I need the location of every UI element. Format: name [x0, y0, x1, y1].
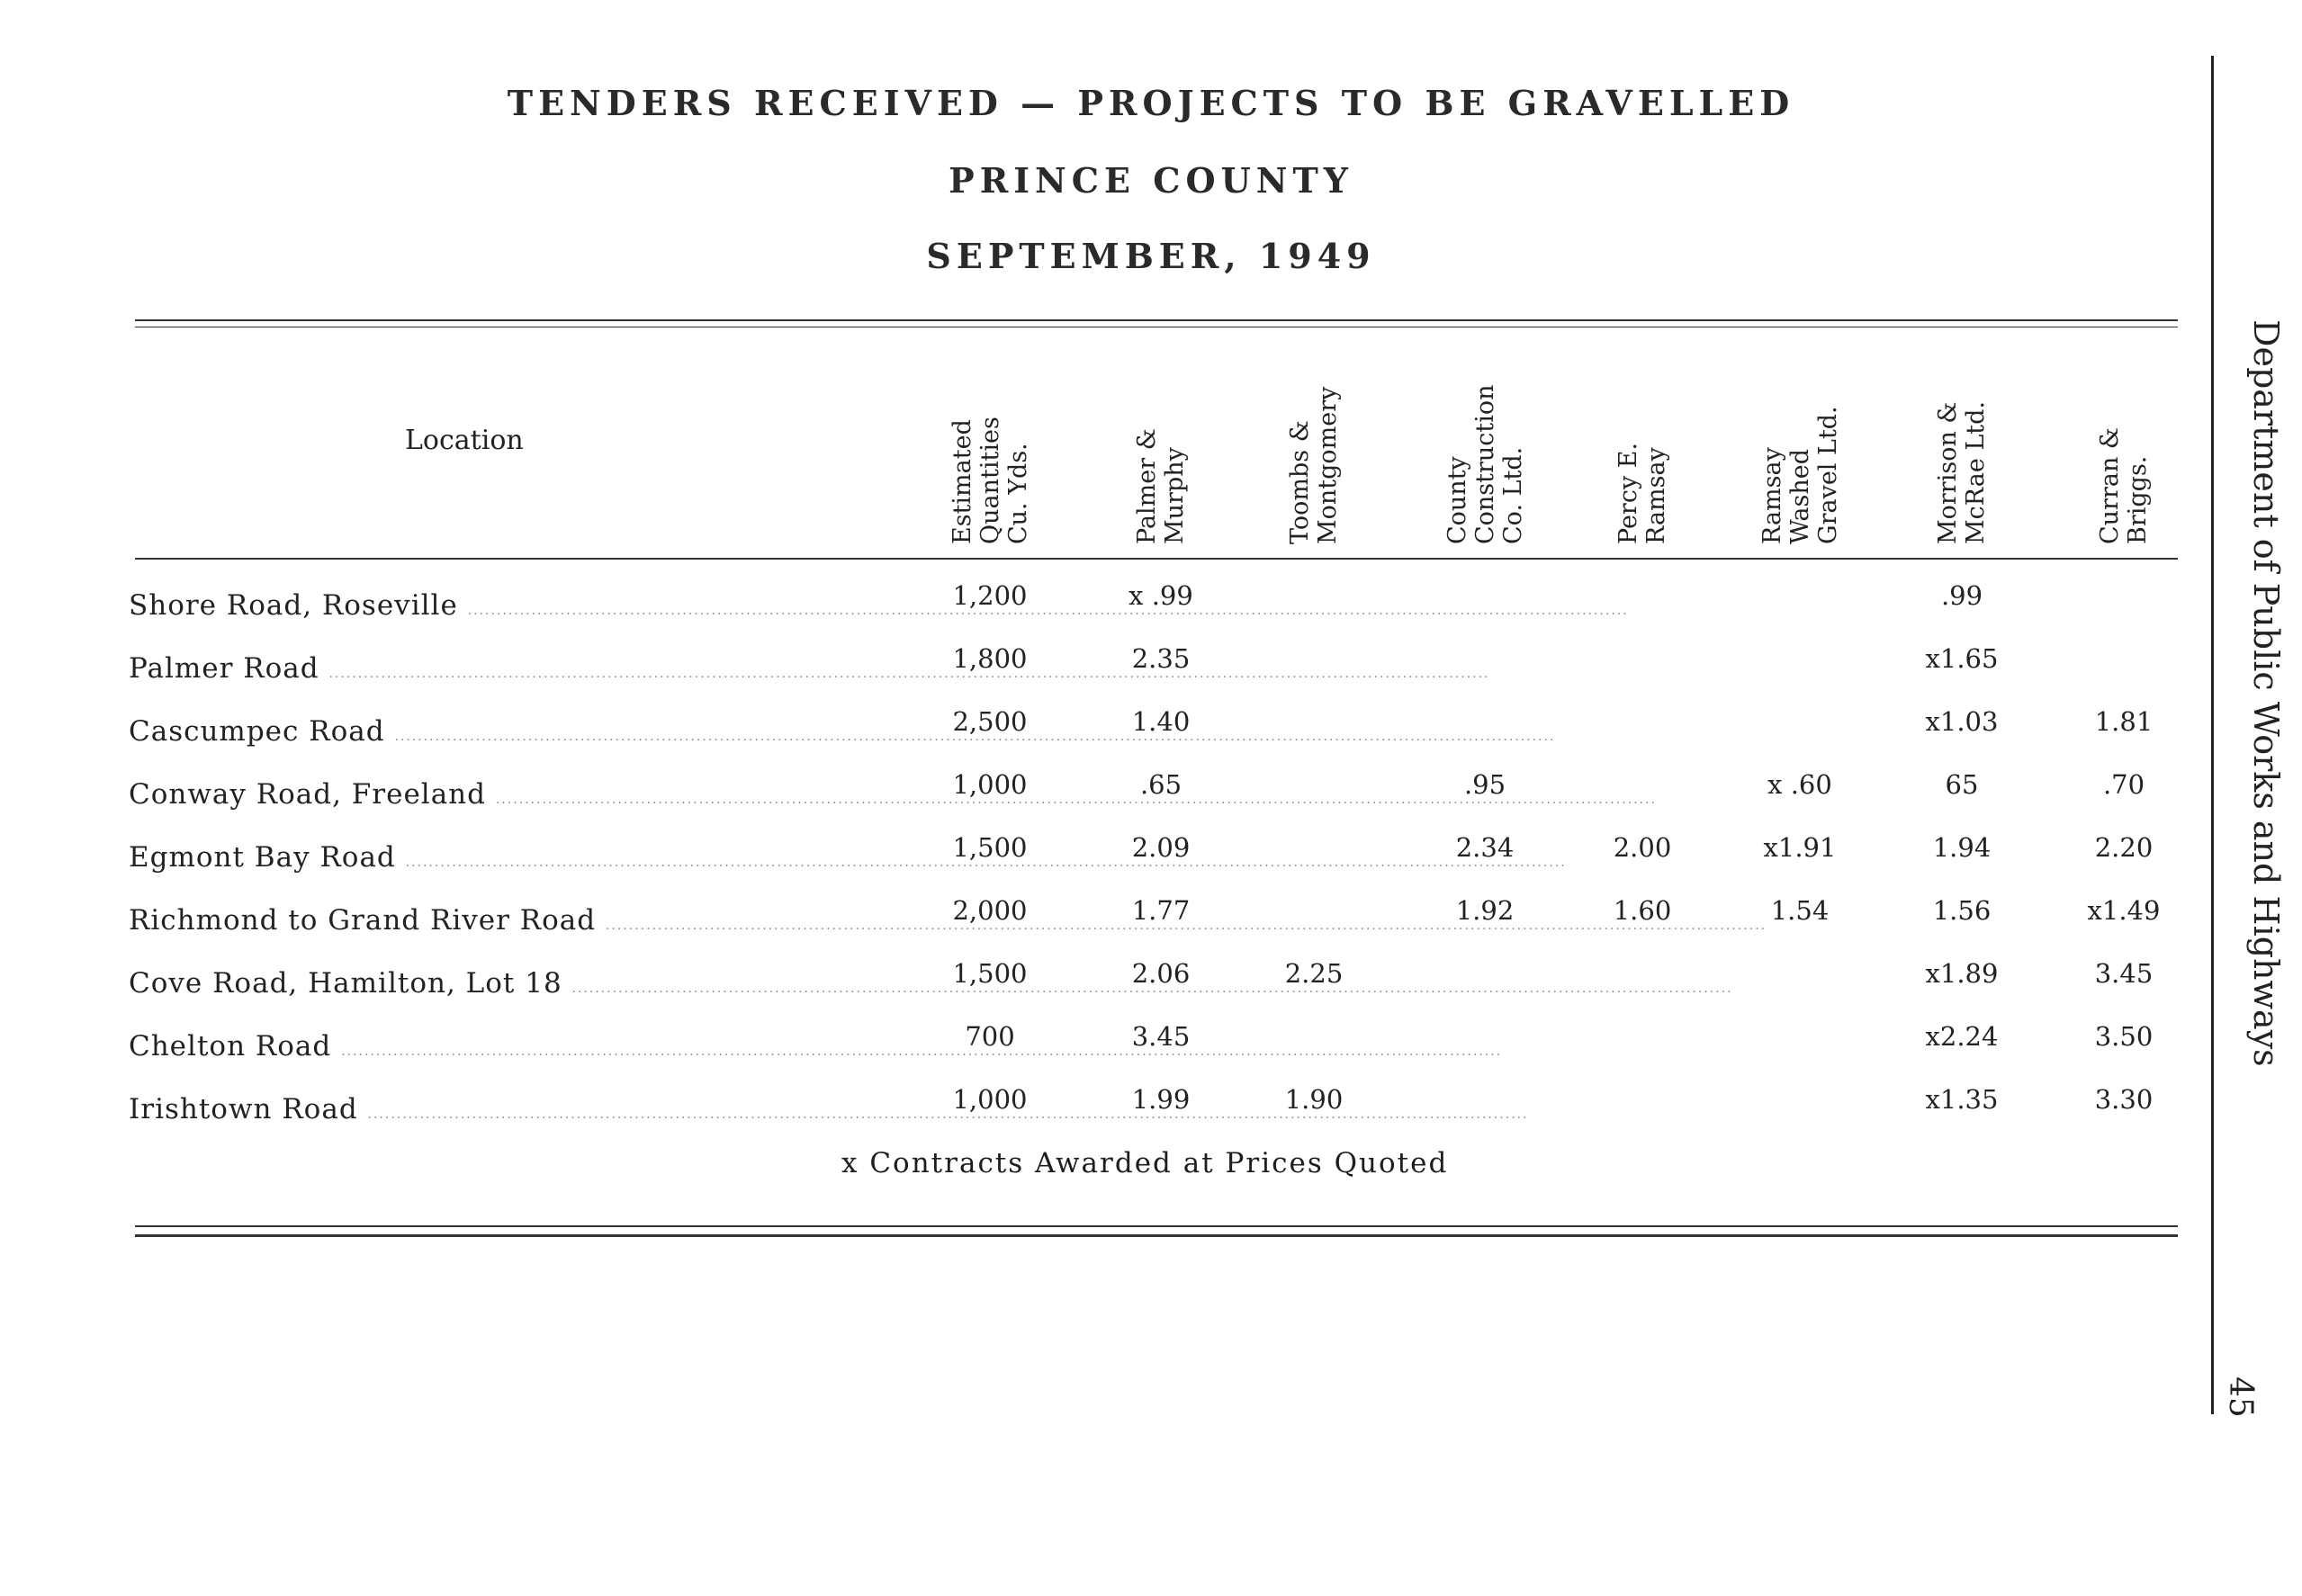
leader-dots: ........................................................................................................................................................................................................ — [328, 667, 1490, 681]
header-rule — [135, 558, 2178, 560]
value-cell: .99 — [1940, 580, 1983, 611]
value-cell: 2.09 — [1131, 832, 1191, 863]
location-name: Cascumpec Road — [129, 715, 395, 748]
value-cell: 3.45 — [2094, 958, 2154, 989]
side-running-header: Department of Public Works and Highways — [2246, 319, 2286, 1067]
column-header-1: Estimated Quantities Cu. Yds. — [948, 417, 1032, 544]
county-subtitle: PRINCE COUNTY — [949, 160, 1353, 201]
value-cell: 1.54 — [1770, 895, 1830, 926]
location-name: Richmond to Grand River Road — [129, 904, 606, 937]
column-header-4: County Construction Co. Ltd. — [1443, 384, 1527, 544]
value-cell: 1.94 — [1932, 832, 1992, 863]
leader-dots: ........................................................................................................................................................................................................ — [405, 856, 1567, 870]
footnote: x Contracts Awarded at Prices Quoted — [841, 1147, 1449, 1179]
location-name: Cove Road, Hamilton, Lot 18 — [129, 967, 572, 1000]
column-header-6: Ramsay Washed Gravel Ltd. — [1758, 406, 1842, 544]
value-cell: 2.20 — [2094, 832, 2154, 863]
location-name: Palmer Road — [129, 652, 329, 685]
leader-dots: ........................................................................................................................................................................................................ — [571, 982, 1733, 996]
value-cell: 1,500 — [952, 958, 1028, 989]
value-cell: 1.92 — [1455, 895, 1515, 926]
column-header-2: Palmer & Murphy — [1133, 428, 1189, 544]
leader-dots: ........................................................................................................................................................................................................ — [367, 1107, 1529, 1122]
column-header-7: Morrison & McRae Ltd. — [1934, 400, 1990, 544]
leader-dots: ........................................................................................................................................................................................................ — [467, 604, 1629, 618]
location-name: Egmont Bay Road — [129, 841, 406, 874]
value-cell: 1,000 — [952, 769, 1028, 800]
value-cell: 1.90 — [1284, 1084, 1344, 1115]
location-name: Irishtown Road — [129, 1093, 368, 1125]
value-cell: 3.30 — [2094, 1084, 2154, 1115]
value-cell: x1.91 — [1763, 832, 1837, 863]
value-cell: x1.65 — [1925, 643, 1999, 674]
leader-dots: ........................................................................................................................................................................................................ — [341, 1045, 1503, 1059]
top-rule — [135, 319, 2178, 321]
bottom-rule-2 — [135, 1234, 2178, 1237]
value-cell: 3.45 — [1131, 1021, 1191, 1052]
value-cell: x1.35 — [1925, 1084, 1999, 1115]
bottom-rule — [135, 1225, 2178, 1227]
value-cell: .70 — [2102, 769, 2145, 800]
value-cell: 1,800 — [952, 643, 1028, 674]
value-cell: x .60 — [1767, 769, 1832, 800]
value-cell: 1.56 — [1932, 895, 1992, 926]
margin-line — [2211, 56, 2214, 1414]
value-cell: 1.77 — [1131, 895, 1191, 926]
value-cell: 1.40 — [1131, 706, 1191, 737]
value-cell: .65 — [1139, 769, 1182, 800]
value-cell: 3.50 — [2094, 1021, 2154, 1052]
page-title: TENDERS RECEIVED — PROJECTS TO BE GRAVELLED — [507, 83, 1795, 123]
value-cell: x1.03 — [1925, 706, 1999, 737]
value-cell: 1,500 — [952, 832, 1028, 863]
location-name: Conway Road, Freeland — [129, 778, 496, 811]
column-header-3: Toombs & Montgomery — [1286, 386, 1342, 544]
column-header-5: Percy E. Ramsay — [1614, 442, 1670, 544]
location-name: Shore Road, Roseville — [129, 589, 468, 622]
value-cell: 1.60 — [1613, 895, 1672, 926]
value-cell: 2,000 — [952, 895, 1028, 926]
value-cell: 2,500 — [952, 706, 1028, 737]
value-cell: x2.24 — [1925, 1021, 1999, 1052]
leader-dots: ........................................................................................................................................................................................................ — [394, 730, 1556, 744]
location-header: Location — [405, 425, 524, 456]
value-cell: 2.00 — [1613, 832, 1672, 863]
page-number: 45 — [2222, 1376, 2259, 1418]
value-cell: 1.99 — [1131, 1084, 1191, 1115]
value-cell: 2.34 — [1455, 832, 1515, 863]
value-cell: 2.25 — [1284, 958, 1344, 989]
leader-dots: ........................................................................................................................................................................................................ — [495, 793, 1657, 807]
column-header-8: Curran & Briggs. — [2096, 427, 2152, 544]
leader-dots: ........................................................................................................................................................................................................ — [605, 919, 1767, 933]
value-cell: 2.35 — [1131, 643, 1191, 674]
value-cell: x .99 — [1129, 580, 1193, 611]
value-cell: 2.06 — [1131, 958, 1191, 989]
value-cell: 1,000 — [952, 1084, 1028, 1115]
value-cell: 1.81 — [2094, 706, 2154, 737]
date-subtitle: SEPTEMBER, 1949 — [926, 236, 1376, 276]
value-cell: 700 — [965, 1021, 1015, 1052]
value-cell: 1,200 — [952, 580, 1028, 611]
value-cell: 65 — [1945, 769, 1979, 800]
value-cell: x1.89 — [1925, 958, 1999, 989]
value-cell: .95 — [1463, 769, 1506, 800]
location-name: Chelton Road — [129, 1030, 342, 1063]
value-cell: x1.49 — [2087, 895, 2161, 926]
